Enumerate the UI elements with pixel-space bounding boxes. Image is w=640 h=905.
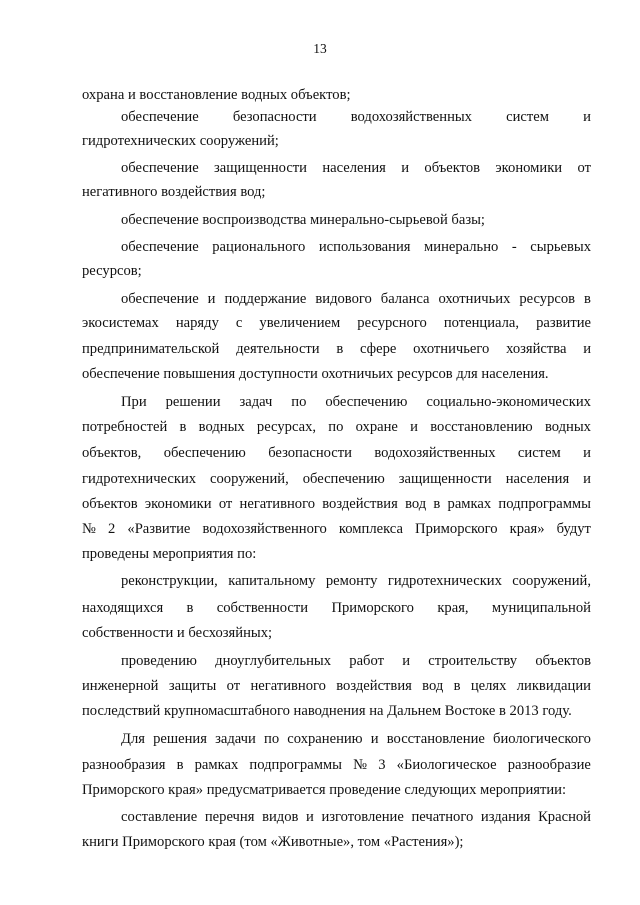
text-word: Красной [538, 809, 591, 825]
text-word: охотничьего [413, 341, 490, 357]
text-word: воздействия [336, 678, 412, 694]
text-word: находящихся [82, 600, 164, 616]
text-word: охрана и восстановление водных объектов; [82, 87, 351, 103]
text-word: по [328, 419, 344, 435]
text-word: Приморского [331, 600, 414, 616]
text-word: и [401, 160, 410, 176]
text-line [82, 443, 591, 463]
text-word: в [584, 291, 591, 307]
text-word: и [583, 109, 591, 125]
text-word: обеспечение повышения доступности охотничьих ресурсов для населения. [82, 366, 549, 382]
text-word: водохозяйственного [202, 521, 327, 537]
text-word: подпрограммы [498, 496, 591, 512]
text-word: охотничьих [438, 291, 511, 307]
text-word: развитие [536, 315, 591, 331]
text-word: в [186, 600, 194, 616]
text-word: № [82, 521, 96, 537]
text-word: объектов [424, 160, 481, 176]
text-word: и [306, 809, 314, 825]
text-word: объектов [82, 496, 138, 512]
text-word: использования [318, 239, 411, 255]
text-word: охране [355, 419, 398, 435]
page-number: 13 [313, 41, 327, 56]
text-word: в [336, 341, 344, 357]
text-word: восстановлению [430, 419, 533, 435]
text-word: «Развитие [127, 521, 191, 537]
text-word: защищенности [214, 160, 307, 176]
text-word: негативного [250, 678, 326, 694]
text-word: сооружений, [210, 471, 289, 487]
text-word: капитальному [228, 573, 316, 589]
text-word: по [291, 394, 307, 410]
text-line [82, 519, 591, 539]
text-word: книги Приморского края (том «Животные», том «Растения»); [82, 834, 464, 850]
text-word: обеспечение воспроизводства минерально-сырьевой базы; [121, 212, 485, 228]
text-line [82, 131, 591, 151]
text-line [82, 701, 591, 721]
text-word: рамках [447, 496, 492, 512]
text-word: увеличением [259, 315, 341, 331]
text-word: вод [405, 496, 427, 512]
text-line [82, 85, 591, 105]
text-word: и [410, 419, 418, 435]
text-word: последствий крупномасштабного наводнения на Дальнем Востоке в 2013 году. [82, 703, 572, 719]
text-word: водохозяйственных [374, 445, 496, 461]
text-word: инженерной [82, 678, 159, 694]
text-word: социально-экономических [426, 394, 591, 410]
text-line [121, 107, 591, 127]
text-word: от [218, 496, 233, 512]
text-word: водохозяйственных [350, 109, 472, 125]
text-word: ресурсах, [256, 419, 317, 435]
text-line [121, 729, 591, 749]
text-line [82, 417, 591, 437]
text-word: по [264, 731, 280, 747]
text-word: реконструкции, [121, 573, 218, 589]
text-word: видового [315, 291, 372, 307]
text-word: и [583, 341, 591, 357]
text-word: края» [509, 521, 545, 537]
text-line [82, 544, 591, 564]
text-word: с [235, 315, 243, 331]
text-word: негативного [239, 496, 316, 512]
text-line [82, 494, 591, 514]
text-word: решении [165, 394, 221, 410]
text-word: в [176, 757, 184, 773]
text-word: разнообразия [82, 757, 166, 773]
text-word: в [453, 678, 461, 694]
text-line [82, 598, 591, 618]
text-word: защищенности [398, 471, 492, 487]
text-line [121, 210, 591, 230]
text-word: восстановление [386, 731, 485, 747]
text-word: и [370, 731, 379, 747]
text-line [121, 651, 591, 671]
text-word: издания [480, 809, 531, 825]
text-word: экономики [495, 160, 563, 176]
text-word: поддержание [224, 291, 307, 307]
text-word: подпрограммы [249, 757, 342, 773]
text-line [121, 571, 591, 591]
text-word: рамках [194, 757, 239, 773]
text-word: биологического [493, 731, 591, 747]
text-word: При [121, 394, 147, 410]
text-word: и [402, 653, 411, 669]
text-word: потенциала, [443, 315, 520, 331]
text-word: 2 [108, 521, 116, 537]
text-word: проведены мероприятия по: [82, 546, 257, 562]
text-word: рационального [212, 239, 306, 255]
text-word: Для [121, 731, 145, 747]
text-word: перечня [204, 809, 255, 825]
text-word: и [583, 471, 591, 487]
text-line [82, 755, 591, 775]
text-word: хозяйства [506, 341, 567, 357]
text-word: предпринимательской [82, 341, 220, 357]
text-word: гидротехнических [387, 573, 502, 589]
text-line [82, 780, 591, 800]
text-word: целях [470, 678, 507, 694]
text-word: сооружений, [512, 573, 591, 589]
text-word: будут [556, 521, 591, 537]
text-line [82, 469, 591, 489]
text-word: - [511, 239, 517, 255]
text-word: обеспечению [325, 394, 408, 410]
text-word: объектов, [82, 445, 142, 461]
text-word: минерально [424, 239, 499, 255]
text-word: работ [349, 653, 384, 669]
text-word: дноуглубительных [215, 653, 332, 669]
text-word: задачи [215, 731, 256, 747]
text-word: строительству [428, 653, 518, 669]
text-word: гидротехнических [82, 471, 197, 487]
text-word: от [226, 678, 241, 694]
text-word: составление [121, 809, 198, 825]
text-line [82, 182, 591, 202]
text-word: ресурсного [357, 315, 427, 331]
text-word: собственности и бесхозяйных; [82, 625, 273, 641]
text-word: изготовление [321, 809, 404, 825]
text-word: водных [198, 419, 245, 435]
text-word: потребностей [82, 419, 168, 435]
text-word: экосистемах [82, 315, 159, 331]
text-word: объектов [535, 653, 591, 669]
text-line [121, 807, 591, 827]
text-word: гидротехнических сооружений; [82, 133, 279, 149]
text-word: сохранению [287, 731, 363, 747]
text-word: обеспечение [121, 160, 199, 176]
text-word: систем [506, 109, 549, 125]
text-word: в [179, 419, 187, 435]
text-word: защиты [168, 678, 217, 694]
text-word: вод [422, 678, 444, 694]
text-word: проведению [121, 653, 197, 669]
text-word: обеспечению [163, 445, 246, 461]
text-word: в [433, 496, 441, 512]
text-line [82, 339, 591, 359]
text-word: сырьевых [530, 239, 591, 255]
text-word: решения [153, 731, 207, 747]
text-word: обеспечение [121, 291, 199, 307]
text-word: и [583, 445, 591, 461]
text-line [121, 237, 591, 257]
text-line [82, 261, 591, 281]
text-word: Приморского края» предусматривается проведение следующих мероприятии: [82, 782, 567, 798]
text-word: Приморского [415, 521, 498, 537]
text-word: населения [322, 160, 386, 176]
text-word: и [207, 291, 216, 307]
text-word: ресурсов [519, 291, 576, 307]
text-word: воздействия [322, 496, 398, 512]
text-line [121, 289, 591, 309]
text-word: безопасности [268, 445, 352, 461]
text-word: ремонту [325, 573, 378, 589]
text-word: деятельности [236, 341, 320, 357]
text-word: от [577, 160, 591, 176]
text-word: видов [262, 809, 299, 825]
text-word: наряду [175, 315, 219, 331]
text-word: негативного воздействия вод; [82, 184, 266, 200]
text-word: обеспечение [121, 109, 199, 125]
text-word: систем [517, 445, 561, 461]
text-word: населения [505, 471, 570, 487]
text-line [82, 313, 591, 333]
text-word: разнообразие [507, 757, 591, 773]
text-word: безопасности [232, 109, 317, 125]
text-word: комплекса [338, 521, 403, 537]
text-word: баланса [380, 291, 430, 307]
text-word: муниципальной [491, 600, 591, 616]
text-word: края, [437, 600, 469, 616]
text-word: 3 [378, 757, 386, 773]
text-line [82, 623, 591, 643]
text-word: собственности [216, 600, 309, 616]
text-word: обеспечение [121, 239, 199, 255]
text-word: № [353, 757, 368, 773]
text-word: ресурсов; [82, 263, 142, 279]
text-line [121, 158, 591, 178]
text-word: ликвидации [516, 678, 591, 694]
text-line [82, 676, 591, 696]
text-line [121, 392, 591, 412]
text-word: экономики [144, 496, 212, 512]
text-line [82, 364, 591, 384]
text-word: водных [544, 419, 591, 435]
text-word: задач [239, 394, 273, 410]
text-word: обеспечению [302, 471, 385, 487]
text-word: сфере [360, 341, 397, 357]
text-word: «Биологическое [396, 757, 497, 773]
text-line [82, 832, 591, 852]
text-word: печатного [411, 809, 474, 825]
